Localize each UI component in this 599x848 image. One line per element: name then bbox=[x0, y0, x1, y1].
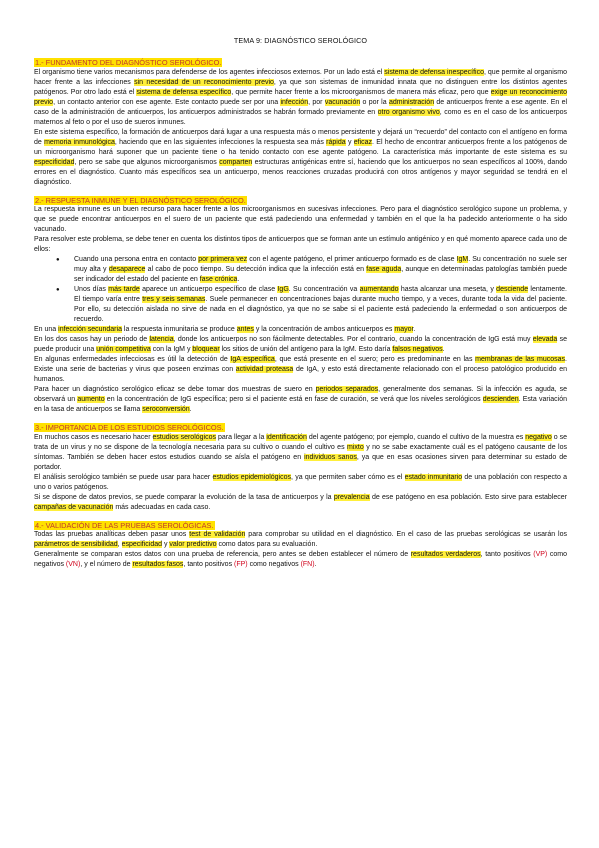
text-run: , ya que son sistemas de inmunidad innata que no distinguen entre los distintos agentes patógenos. Por otro lado está el bbox=[34, 78, 567, 96]
highlighted-term: periodos separados bbox=[315, 386, 379, 393]
highlighted-term: mayor bbox=[394, 326, 414, 333]
paragraph bbox=[34, 530, 567, 550]
paragraph bbox=[34, 433, 567, 473]
text-run: Si se dispone de datos previos, se puede comparar la evolución de la tasa de anticuerpos y la bbox=[34, 493, 334, 501]
section-heading-text: 1.- FUNDAMENTO DEL DIAGNÓSTICO SEROLÓGICO. bbox=[35, 58, 222, 67]
paragraph bbox=[34, 205, 567, 235]
text-run: de una población con respecto a uno o varios patógenos. bbox=[34, 473, 567, 491]
text-run: para comprobar su utilidad en el diagnóstico. En el caso de las pruebas serológicas se usarán los bbox=[245, 531, 568, 538]
highlighted-term: bloquear bbox=[192, 346, 220, 353]
text-run: . bbox=[189, 406, 192, 413]
text-run: , donde los anticuerpos no son fácilmente detectables. Por el contrario, cuando la concentración de IgG está muy bbox=[173, 336, 533, 343]
highlighted-term: especificidad bbox=[121, 541, 163, 548]
text-run: de IgA, y esto está directamente relacionado con el proceso patológico producido en humanos. bbox=[34, 366, 567, 383]
paragraph bbox=[34, 473, 567, 493]
text-run: o por la bbox=[360, 98, 389, 106]
highlighted-term: estado inmunitario bbox=[404, 473, 463, 481]
highlighted-term: infección bbox=[280, 98, 309, 106]
text-run: más adecuadas en cada caso. bbox=[113, 503, 211, 511]
text-run: aparece un anticuerpo específico de clase bbox=[139, 286, 278, 293]
highlighted-term: prevalencia bbox=[333, 493, 370, 501]
section bbox=[34, 521, 567, 571]
highlighted-term: fase crónica bbox=[199, 276, 238, 283]
list-item bbox=[74, 285, 567, 325]
text-run: , por bbox=[308, 98, 325, 106]
highlighted-term: administración bbox=[388, 98, 435, 106]
highlighted-term: sistema de defensa inespecífico bbox=[384, 68, 484, 76]
highlighted-term: valor predictivo bbox=[169, 541, 217, 548]
bullet-list bbox=[34, 255, 567, 325]
highlighted-term: antes bbox=[236, 326, 254, 333]
paragraph bbox=[34, 550, 567, 570]
text-run: , generalmente dos semanas. Si la infección es aguda, se observará un bbox=[34, 386, 567, 403]
highlighted-term: infección secundaria bbox=[58, 326, 122, 333]
text-run: Para resolver este problema, se debe tener en cuenta los distintos tipos de anticuerpos que se forman ante un estímulo antigénico y en qué momento aparece cada uno de ellos: bbox=[34, 236, 567, 253]
highlighted-term: unión competitiva bbox=[96, 346, 151, 353]
text-run: hasta alcanzar una meseta, y bbox=[398, 286, 497, 293]
text-run: con la IgM y bbox=[150, 346, 193, 353]
highlighted-term: campañas de vacunación bbox=[34, 503, 114, 511]
text-run: . bbox=[413, 326, 416, 333]
text-run: , haciendo que en las siguientes infecciones la respuesta sea más bbox=[114, 138, 327, 146]
highlighted-term: parámetros de sensibilidad bbox=[34, 541, 118, 548]
text-run: , aunque en determinadas patologías también puede ser indicador del estado del paciente en bbox=[74, 266, 567, 283]
section-heading bbox=[34, 423, 567, 432]
section-heading bbox=[34, 521, 567, 530]
text-run: , tanto positivos bbox=[183, 561, 235, 568]
text-run: , que permite al organismo hacer frente a las infecciones bbox=[34, 68, 567, 86]
section bbox=[34, 423, 567, 513]
text-run: estructuras antigénicas entre sí, haciendo que los anticuerpos no sean específicos al 100%, dando errores en el diagnóstico. Cuanto más específicos sea un anticuerpo, menos reacciones cruzadas producirá con otros antígenos y mayor seguridad se tendrá en el diagnóstico. bbox=[34, 158, 567, 186]
highlighted-term: resultados fasos bbox=[132, 561, 184, 568]
paragraph bbox=[34, 493, 567, 513]
paragraph bbox=[34, 385, 567, 415]
highlighted-term: memoria inmunológica bbox=[44, 138, 115, 146]
text-run: como datos para su evaluación. bbox=[216, 541, 318, 548]
text-run: , que está presente en el suero; pero es predominante en las bbox=[274, 356, 476, 363]
paragraph bbox=[34, 235, 567, 255]
section-heading bbox=[34, 196, 567, 205]
text-run: se puede producir una bbox=[34, 336, 567, 353]
text-run: como negativos bbox=[34, 551, 567, 568]
section bbox=[34, 196, 567, 416]
highlighted-term: otro organismo vivo bbox=[377, 108, 440, 116]
highlighted-term: estudios serológicos bbox=[152, 433, 216, 441]
text-run: , y el número de bbox=[80, 561, 133, 568]
text-run: , pero se sabe que algunos microorganismos bbox=[74, 158, 220, 166]
section-heading-text: 3.- IMPORTANCIA DE LOS ESTUDIOS SEROLÓGICOS. bbox=[35, 423, 224, 432]
text-run: . Esta variación en la tasa de anticuerpos se llama bbox=[34, 396, 567, 413]
text-run: En muchos casos es necesario hacer bbox=[34, 433, 153, 441]
text-run: . bbox=[442, 346, 445, 353]
text-run: . Existe una serie de bacterias y virus que poseen enzimas con bbox=[34, 356, 567, 373]
highlighted-term: descienden bbox=[482, 396, 519, 403]
paragraph bbox=[34, 325, 567, 335]
highlighted-term: sin necesidad de un reconocimiento previo bbox=[134, 78, 274, 86]
highlighted-term: rápida bbox=[326, 138, 346, 146]
text-run: , tanto positivos bbox=[480, 551, 534, 558]
text-run: El organismo tiene varios mecanismos para defenderse de los agentes infecciosos externos. Por un lado está el bbox=[34, 68, 385, 76]
text-run: , ya que en esas ocasiones sirven para determinar su estado de portador. bbox=[34, 453, 567, 471]
text-run: , un contacto anterior con ese agente. Este contacto puede ser por una bbox=[53, 98, 281, 106]
text-run: En una bbox=[34, 326, 59, 333]
text-run: Cuando una persona entra en contacto bbox=[74, 256, 199, 263]
text-run: y no se sabe exactamente cuál es el patógeno causante de los síntomas. También se deben hacer estos estudios cuando se aísla el patógeno en bbox=[34, 443, 567, 461]
highlighted-term: resultados verdaderos bbox=[410, 551, 481, 558]
text-run: , como es en el caso de los anticuerpos maternos al feto o por el uso de sueros inmunes. bbox=[34, 108, 567, 126]
highlighted-term: mixto bbox=[347, 443, 364, 451]
text-run: Generalmente se comparan estos datos con una prueba de referencia, pero antes se deben establecer el número de bbox=[34, 551, 411, 558]
text-run: con el agente patógeno, el primer anticuerpo formado es de clase bbox=[247, 256, 457, 263]
text-run: . Suele permanecer en concentraciones bajas durante mucho tiempo, y a veces, durante toda la vida del paciente. Por ello, su detección aislada no sirve de nada en el diagnóstico, ya que no se sabe si el paciente está padeciendo la enfermedad o son anticuerpos de recuerdo. bbox=[74, 296, 567, 323]
list-item bbox=[74, 255, 567, 285]
text-run: de ese patógeno en esa población. Esto sirve para establecer bbox=[369, 493, 568, 501]
text-run: Unos días bbox=[74, 286, 109, 293]
highlighted-term: falsos negativos bbox=[392, 346, 443, 353]
text-run: . Su concentración va bbox=[288, 286, 360, 293]
text-run: En este sistema específico, la formación de anticuerpos dará lugar a una respuesta más o menos persistente y dejará un “recuerdo” del contacto con el antígeno en forma de bbox=[34, 128, 567, 146]
highlighted-term: identificación bbox=[266, 433, 307, 441]
highlighted-term: elevada bbox=[532, 336, 558, 343]
text-run: En algunas enfermedades infecciosas es útil la detección de bbox=[34, 356, 231, 363]
highlighted-term: estudios epidemiológicos bbox=[212, 473, 292, 481]
paragraph bbox=[34, 68, 567, 128]
text-run: para llegar a la bbox=[215, 433, 267, 441]
text-run: . bbox=[237, 276, 240, 283]
highlighted-term: comparten bbox=[219, 158, 253, 166]
highlighted-term: especificidad bbox=[34, 158, 75, 166]
highlighted-term: individuos sanos bbox=[304, 453, 357, 461]
highlighted-term: eficaz bbox=[353, 138, 373, 146]
section bbox=[34, 58, 567, 188]
highlighted-term: IgG bbox=[277, 286, 289, 293]
section-heading-text: 2.- RESPUESTA INMUNE Y EL DIAGNÓSTICO SEROLÓGICO. bbox=[35, 195, 246, 205]
section-heading-text: 4.- VALIDACIÓN DE LAS PRUEBAS SEROLÓGICAS. bbox=[35, 520, 214, 530]
abbreviation-label: (FP) bbox=[234, 561, 248, 568]
highlighted-term: fase aguda bbox=[366, 266, 402, 273]
highlighted-term: aumentando bbox=[359, 286, 399, 293]
highlighted-term: membranas de las mucosas bbox=[475, 356, 566, 363]
text-run: , bbox=[117, 541, 122, 548]
highlighted-term: exige un reconocimiento previo bbox=[34, 88, 567, 106]
paragraph bbox=[34, 128, 567, 188]
text-run: Para hacer un diagnóstico serológico eficaz se debe tomar dos muestras de suero en bbox=[34, 386, 316, 393]
text-run: . El hecho de encontrar anticuerpos frente a los patógenos de un microorganismo hará suponer que un paciente tiene o ha tenido contacto con ese agente patógeno. La característica más importante de este sistema es su bbox=[34, 138, 568, 156]
highlighted-term: IgM bbox=[456, 256, 469, 263]
highlighted-term: seroconversión bbox=[142, 406, 190, 413]
highlighted-term: más tarde bbox=[108, 286, 140, 293]
paragraph bbox=[34, 355, 567, 385]
highlighted-term: IgA específica bbox=[230, 356, 275, 363]
text-run: y bbox=[345, 138, 354, 146]
abbreviation-label: (VP) bbox=[533, 551, 548, 558]
text-run: la respuesta inmunitaria se produce bbox=[121, 326, 237, 333]
highlighted-term: aumento bbox=[77, 396, 105, 403]
text-run: lentamente. El tiempo varía entre bbox=[74, 286, 568, 303]
text-run: y bbox=[162, 541, 170, 548]
highlighted-term: tres y seis semanas bbox=[142, 296, 206, 303]
text-run: al cabo de poco tiempo. Su detección indica que la infección está en bbox=[145, 266, 367, 273]
text-run: y la concentración de ambos anticuerpos es bbox=[253, 326, 395, 333]
text-run: , ya que permiten saber cómo es el bbox=[291, 473, 405, 481]
highlighted-term: por primera vez bbox=[198, 256, 248, 263]
highlighted-term: sistema de defensa específico bbox=[136, 88, 232, 96]
text-run: . Su concentración no suele ser muy alta y bbox=[74, 256, 567, 273]
text-run: , que permite hacer frente a los microorganismos de manera más eficaz, pero que bbox=[231, 88, 491, 96]
document-title: TEMA 9: DIAGNÓSTICO SEROLÓGICO bbox=[233, 36, 368, 45]
abbreviation-label: (FN) bbox=[300, 561, 315, 568]
abbreviation-label: (VN) bbox=[65, 561, 81, 568]
highlighted-term: test de validación bbox=[189, 531, 246, 538]
highlighted-term: desciende bbox=[496, 286, 529, 293]
text-run: En los dos casos hay un periodo de bbox=[34, 336, 150, 343]
highlighted-term: negativo bbox=[525, 433, 552, 441]
paragraph bbox=[34, 335, 567, 355]
text-run: como negativos bbox=[247, 561, 301, 568]
text-run: de anticuerpos frente a ese agente. En el caso de la administración de anticuerpos, los anticuerpos administrados se habrán formado previamente en bbox=[34, 98, 568, 116]
text-run: en la concentración de IgG específica; pero si el paciente está en fase de curación, se verá que los niveles serológicos bbox=[104, 396, 483, 403]
highlighted-term: actividad proteasa bbox=[235, 366, 294, 373]
text-run: La respuesta inmune es un buen recurso para hacer frente a los microorganismos en sucesivas infecciones. Pero para el diagnóstico serológico supone un problema, y que se puede encontrar anticuerpos en el suero de un paciente que está padeciendo una enfermedad y también en el que la ha padecido anteriormente o ha sido vacunado. bbox=[34, 206, 567, 233]
text-run: . bbox=[314, 561, 317, 568]
text-run: Todas las pruebas analíticas deben pasar unos bbox=[34, 531, 190, 538]
highlighted-term: vacunación bbox=[324, 98, 361, 106]
text-run: El análisis serológico también se puede usar para hacer bbox=[34, 473, 213, 481]
highlighted-term: desaparece bbox=[108, 266, 146, 273]
section-heading bbox=[34, 58, 567, 67]
document-body bbox=[34, 58, 567, 570]
highlighted-term: latencia bbox=[149, 336, 174, 343]
text-run: del agente patógeno; por ejemplo, cuando el cultivo de la muestra es bbox=[306, 433, 526, 441]
text-run: los sitios de unión del antígeno para la IgM. Esto daría bbox=[219, 346, 393, 353]
text-run: o se trata de un virus y no se dispone de la tecnología necesaria para su cultivo o cuando el cultivo es bbox=[34, 433, 567, 451]
